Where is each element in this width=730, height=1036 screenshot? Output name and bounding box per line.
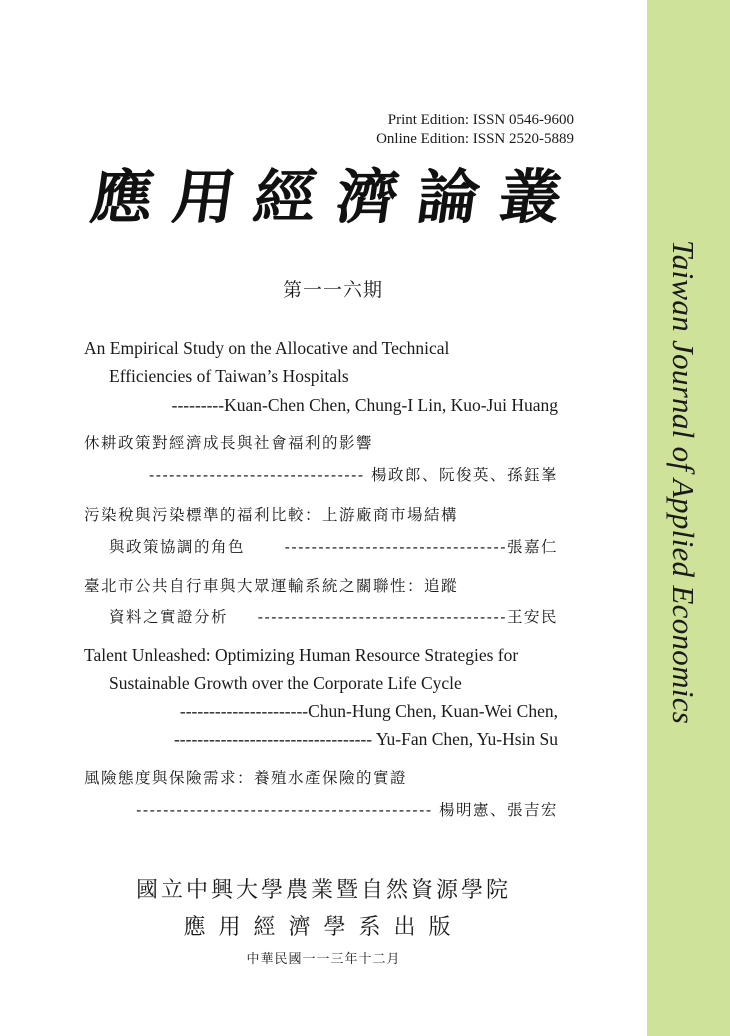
article-authors-continued: ---------------------------------- Yu-Fan Chen, Yu-Hsin Su — [173, 729, 558, 749]
article-authors: -------------------------------- 楊政郎、阮俊英、孫鈺峯 — [148, 466, 558, 484]
logo-char: 經 — [249, 162, 322, 232]
article-title-continued: Sustainable Growth over the Corporate Life Cycle — [109, 673, 462, 693]
issn-block — [376, 111, 574, 149]
article-title: 休耕政策對經濟成長與社會福利的影響 — [84, 434, 374, 452]
article-title: An Empirical Study on the Allocative and Technical — [84, 338, 450, 358]
logo-char: 叢 — [494, 162, 567, 232]
issn-online: Online Edition: ISSN 2520-5889 — [376, 131, 574, 147]
article-title-continued: 與政策協調的角色 — [109, 538, 246, 556]
logo-char: 用 — [168, 162, 240, 232]
publisher-college: 國立中興大學農業暨自然資源學院 — [135, 878, 511, 903]
logo-char: 應 — [86, 162, 159, 232]
logo-char: 論 — [412, 162, 485, 232]
logo-char: 濟 — [331, 162, 404, 232]
article-title: 臺北市公共自行車與大眾運輸系統之關聯性：追蹤 — [84, 577, 459, 595]
article-title: 風險態度與保險需求：養殖水產保險的實證 — [84, 769, 408, 787]
article-authors: ---------------------------------張嘉仁 — [284, 538, 558, 556]
publisher-department: 應用經濟學系出版 — [183, 915, 464, 940]
article-title: 污染稅與污染標準的福利比較：上游廠商市場結構 — [84, 506, 459, 524]
issn-print: Print Edition: ISSN 0546-9600 — [387, 112, 574, 128]
article-title: Talent Unleashed: Optimizing Human Resource Strategies for — [84, 645, 519, 665]
article-authors: ----------------------Chun-Hung Chen, Kuan-Wei Chen, — [179, 701, 558, 721]
issue-number: 第一一六期 — [283, 279, 384, 301]
publication-date: 中華民國一一三年十二月 — [246, 952, 401, 967]
article-title-continued: Efficiencies of Taiwan’s Hospitals — [109, 366, 349, 386]
article-authors: ---------Kuan-Chen Chen, Chung-I Lin, Kuo-Jui Huang — [171, 395, 558, 415]
article-authors: -------------------------------------------- 楊明憲、張吉宏 — [136, 801, 558, 819]
journal-english-title: Taiwan Journal of Applied Economics — [666, 240, 701, 725]
journal-logo — [86, 152, 567, 232]
article-authors: -------------------------------------王安民 — [257, 608, 558, 626]
article-title-continued: 資料之實證分析 — [109, 608, 229, 626]
